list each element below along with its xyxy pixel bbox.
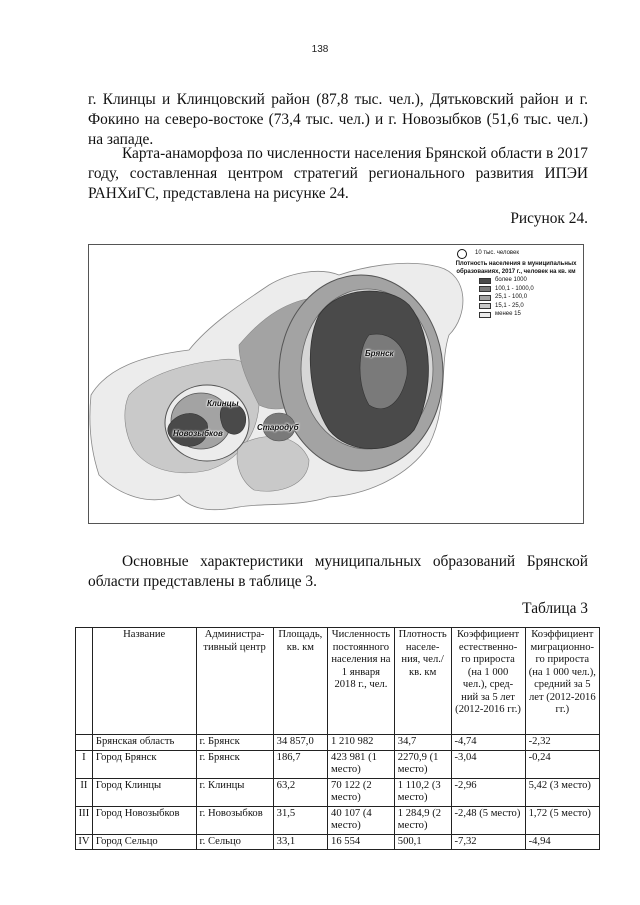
label-klintsy: Клинцы bbox=[207, 399, 239, 408]
legend-item bbox=[479, 286, 581, 294]
legend-swatch bbox=[479, 303, 491, 309]
table-row bbox=[76, 735, 600, 751]
cell-density: 500,1 bbox=[394, 834, 451, 850]
cell-center: г. Брянск bbox=[196, 750, 273, 778]
table-header-row bbox=[76, 628, 600, 735]
legend-item-label: более 1000 bbox=[495, 277, 527, 283]
legend-item-label: 15,1 - 25,0 bbox=[495, 302, 524, 309]
legend-item bbox=[479, 294, 581, 302]
legend-item-label: 25,1 - 100,0 bbox=[495, 294, 528, 300]
cell-center: г. Новозыбков bbox=[196, 806, 273, 834]
cell-migration: 1,72 (5 место) bbox=[525, 806, 599, 834]
cell-center: г. Клинцы bbox=[196, 778, 273, 806]
col-header-center: Администра-тивный центр bbox=[196, 628, 273, 735]
cell-idx: II bbox=[76, 778, 93, 806]
col-header-area: Площадь, кв. км bbox=[273, 628, 327, 735]
cell-name: Город Клинцы bbox=[92, 778, 196, 806]
legend-scale-label: 10 тыс. человек bbox=[475, 250, 519, 257]
anamorphosis-map bbox=[88, 244, 584, 524]
legend-item-label: 100,1 - 1000,0 bbox=[495, 285, 534, 292]
cell-idx bbox=[76, 735, 93, 751]
legend-scale bbox=[457, 249, 581, 259]
cell-density: 2270,9 (1 место) bbox=[394, 750, 451, 778]
cell-area: 63,2 bbox=[273, 778, 327, 806]
cell-population: 16 554 bbox=[328, 834, 395, 850]
legend-swatch bbox=[479, 295, 491, 301]
legend-item bbox=[479, 311, 581, 319]
cell-density: 1 284,9 (2 место) bbox=[394, 806, 451, 834]
label-novozybkov: Новозыбков bbox=[173, 429, 223, 438]
cell-idx: III bbox=[76, 806, 93, 834]
legend-swatch bbox=[479, 278, 491, 284]
label-bryansk: Брянск bbox=[365, 349, 394, 358]
col-header-natural: Коэффициент естественно-го прироста (на 1 000 чел.), сред-ний за 5 лет (2012-2016 гг.) bbox=[451, 628, 525, 735]
table-row bbox=[76, 806, 600, 834]
cell-migration: -4,94 bbox=[525, 834, 599, 850]
cell-population: 70 122 (2 место) bbox=[328, 778, 395, 806]
table-row bbox=[76, 750, 600, 778]
legend-title: Плотность населения в муниципальных образованиях, 2017 г., человек на кв. км bbox=[455, 261, 577, 275]
cell-migration: -0,24 bbox=[525, 750, 599, 778]
municipal-table bbox=[75, 627, 600, 850]
cell-center: г. Сельцо bbox=[196, 834, 273, 850]
cell-migration: 5,42 (3 место) bbox=[525, 778, 599, 806]
page-number: 138 bbox=[311, 44, 329, 55]
legend-item bbox=[479, 277, 581, 285]
col-header-index bbox=[76, 628, 93, 735]
cell-name: Город Новозыбков bbox=[92, 806, 196, 834]
label-starodub: Стародуб bbox=[257, 423, 299, 432]
scale-circle-icon bbox=[457, 249, 467, 259]
paragraph-map-intro: Карта-анаморфоза по численности населения Брянской области в 2017 году, составленная центром стратегий регионального развития ИПЭИ РАНХиГС, представлена на рисунке 24. bbox=[88, 145, 588, 202]
cell-name: Город Брянск bbox=[92, 750, 196, 778]
cell-natural: -3,04 bbox=[451, 750, 525, 778]
cell-migration: -2,32 bbox=[525, 735, 599, 751]
map-legend bbox=[451, 249, 581, 319]
col-header-migration: Коэффициент миграционно-го прироста (на 1 000 чел.), средний за 5 лет (2012-2016 гг.) bbox=[525, 628, 599, 735]
cell-density: 1 110,2 (3 место) bbox=[394, 778, 451, 806]
paragraph-districts: г. Клинцы и Клинцовский район (87,8 тыс. чел.), Дятьковский район и г. Фокино на северо-востоке (73,4 тыс. чел.) и г. Новозыбков (51,6 тыс. чел.) на западе. bbox=[88, 91, 588, 148]
cell-name: Город Сельцо bbox=[92, 834, 196, 850]
figure-caption: Рисунок 24. bbox=[510, 210, 588, 227]
legend-item bbox=[479, 303, 581, 311]
paragraph-table-intro: Основные характеристики муниципальных образований Брянской области представлены в таблице 3. bbox=[88, 553, 588, 590]
table-row bbox=[76, 778, 600, 806]
legend-item-label: менее 15 bbox=[495, 311, 521, 317]
cell-center: г. Брянск bbox=[196, 735, 273, 751]
cell-population: 40 107 (4 место) bbox=[328, 806, 395, 834]
cell-name: Брянская область bbox=[92, 735, 196, 751]
col-header-name: Название bbox=[92, 628, 196, 735]
cell-population: 1 210 982 bbox=[328, 735, 395, 751]
legend-swatch bbox=[479, 286, 491, 292]
cell-area: 33,1 bbox=[273, 834, 327, 850]
cell-population: 423 981 (1 место) bbox=[328, 750, 395, 778]
cell-natural: -7,32 bbox=[451, 834, 525, 850]
cell-idx: IV bbox=[76, 834, 93, 850]
cell-area: 31,5 bbox=[273, 806, 327, 834]
cell-natural: -2,96 bbox=[451, 778, 525, 806]
cell-density: 34,7 bbox=[394, 735, 451, 751]
table-caption: Таблица 3 bbox=[522, 600, 588, 617]
cell-area: 186,7 bbox=[273, 750, 327, 778]
col-header-density: Плотность населе-ния, чел./кв. км bbox=[394, 628, 451, 735]
table-row bbox=[76, 834, 600, 850]
cell-idx: I bbox=[76, 750, 93, 778]
cell-natural: -4,74 bbox=[451, 735, 525, 751]
legend-swatch bbox=[479, 312, 491, 318]
cell-area: 34 857,0 bbox=[273, 735, 327, 751]
cell-natural: -2,48 (5 место) bbox=[451, 806, 525, 834]
col-header-population: Численность постоянного населения на 1 января 2018 г., чел. bbox=[328, 628, 395, 735]
